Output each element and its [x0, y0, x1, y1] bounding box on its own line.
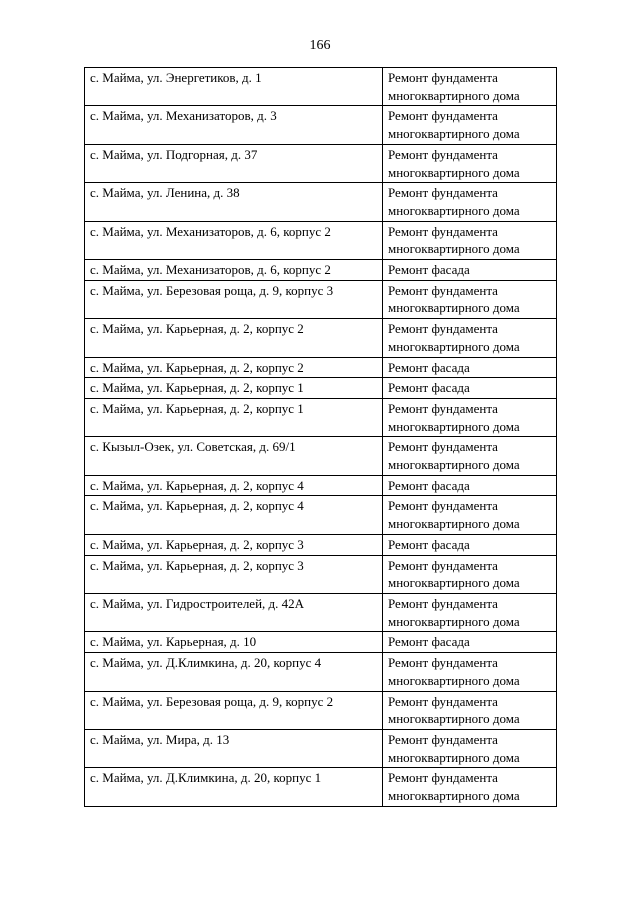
- work-type-cell: Ремонт фундамента многоквартирного дома: [383, 653, 557, 691]
- work-type-cell: Ремонт фундамента многоквартирного дома: [383, 106, 557, 144]
- table-row: [85, 555, 557, 593]
- work-type-cell: Ремонт фундамента многоквартирного дома: [383, 398, 557, 436]
- work-type-cell: Ремонт фундамента многоквартирного дома: [383, 593, 557, 631]
- address-cell: с. Майма, ул. Карьерная, д. 2, корпус 4: [85, 475, 383, 496]
- work-type-cell: Ремонт фасада: [383, 378, 557, 399]
- table-row: [85, 357, 557, 378]
- address-cell: с. Майма, ул. Механизаторов, д. 3: [85, 106, 383, 144]
- table-row: [85, 496, 557, 534]
- page-number: 166: [309, 38, 331, 53]
- work-type-cell: Ремонт фундамента многоквартирного дома: [383, 144, 557, 182]
- address-cell: с. Майма, ул. Д.Климкина, д. 20, корпус 1: [85, 768, 383, 806]
- address-cell: с. Майма, ул. Энергетиков, д. 1: [85, 68, 383, 106]
- table-row: [85, 437, 557, 475]
- table-row: [85, 280, 557, 318]
- table-row: [85, 106, 557, 144]
- repair-works-table: [84, 67, 557, 807]
- table-row: [85, 260, 557, 281]
- address-cell: с. Майма, ул. Ленина, д. 38: [85, 183, 383, 221]
- work-type-cell: Ремонт фундамента многоквартирного дома: [383, 280, 557, 318]
- work-type-cell: Ремонт фундамента многоквартирного дома: [383, 729, 557, 767]
- work-type-cell: Ремонт фундамента многоквартирного дома: [383, 437, 557, 475]
- table-row: [85, 632, 557, 653]
- address-cell: с. Майма, ул. Карьерная, д. 2, корпус 3: [85, 534, 383, 555]
- work-type-cell: Ремонт фундамента многоквартирного дома: [383, 496, 557, 534]
- work-type-cell: Ремонт фундамента многоквартирного дома: [383, 221, 557, 259]
- table-row: [85, 593, 557, 631]
- address-cell: с. Кызыл-Озек, ул. Советская, д. 69/1: [85, 437, 383, 475]
- work-type-cell: Ремонт фундамента многоквартирного дома: [383, 319, 557, 357]
- table-row: [85, 183, 557, 221]
- table-row: [85, 319, 557, 357]
- table-row: [85, 378, 557, 399]
- address-cell: с. Майма, ул. Мира, д. 13: [85, 729, 383, 767]
- table-row: [85, 768, 557, 806]
- work-type-cell: Ремонт фундамента многоквартирного дома: [383, 183, 557, 221]
- address-cell: с. Майма, ул. Механизаторов, д. 6, корпус 2: [85, 260, 383, 281]
- address-cell: с. Майма, ул. Карьерная, д. 2, корпус 1: [85, 398, 383, 436]
- address-cell: с. Майма, ул. Карьерная, д. 2, корпус 2: [85, 319, 383, 357]
- table-row: [85, 534, 557, 555]
- table-row: [85, 475, 557, 496]
- address-cell: с. Майма, ул. Подгорная, д. 37: [85, 144, 383, 182]
- work-type-cell: Ремонт фундамента многоквартирного дома: [383, 768, 557, 806]
- address-cell: с. Майма, ул. Гидростроителей, д. 42А: [85, 593, 383, 631]
- table-row: [85, 221, 557, 259]
- table-row: [85, 68, 557, 106]
- address-cell: с. Майма, ул. Карьерная, д. 2, корпус 4: [85, 496, 383, 534]
- work-type-cell: Ремонт фундамента многоквартирного дома: [383, 691, 557, 729]
- address-cell: с. Майма, ул. Д.Климкина, д. 20, корпус 4: [85, 653, 383, 691]
- address-cell: с. Майма, ул. Березовая роща, д. 9, корпус 3: [85, 280, 383, 318]
- work-type-cell: Ремонт фасада: [383, 534, 557, 555]
- table-body: [85, 68, 557, 807]
- address-cell: с. Майма, ул. Карьерная, д. 2, корпус 3: [85, 555, 383, 593]
- table-row: [85, 398, 557, 436]
- work-type-cell: Ремонт фундамента многоквартирного дома: [383, 555, 557, 593]
- address-cell: с. Майма, ул. Карьерная, д. 10: [85, 632, 383, 653]
- address-cell: с. Майма, ул. Березовая роща, д. 9, корпус 2: [85, 691, 383, 729]
- work-type-cell: Ремонт фасада: [383, 260, 557, 281]
- table-row: [85, 653, 557, 691]
- work-type-cell: Ремонт фасада: [383, 475, 557, 496]
- work-type-cell: Ремонт фундамента многоквартирного дома: [383, 68, 557, 106]
- work-type-cell: Ремонт фасада: [383, 632, 557, 653]
- address-cell: с. Майма, ул. Карьерная, д. 2, корпус 2: [85, 357, 383, 378]
- address-cell: с. Майма, ул. Механизаторов, д. 6, корпус 2: [85, 221, 383, 259]
- address-cell: с. Майма, ул. Карьерная, д. 2, корпус 1: [85, 378, 383, 399]
- table-row: [85, 691, 557, 729]
- table-row: [85, 144, 557, 182]
- table-row: [85, 729, 557, 767]
- work-type-cell: Ремонт фасада: [383, 357, 557, 378]
